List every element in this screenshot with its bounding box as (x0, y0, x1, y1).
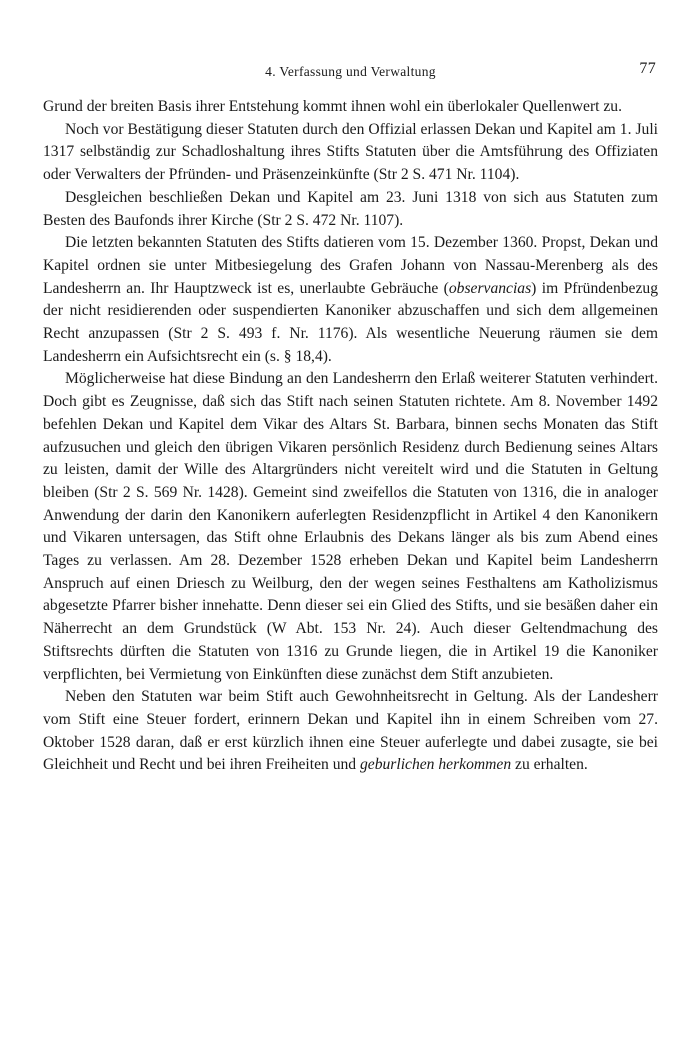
paragraph (43, 119, 658, 187)
italic-quote: observancias (448, 279, 532, 297)
paragraph-text: Desgleichen beschließen Dekan und Kapitel am 23. Juni 1318 von sich aus Statuten zum Besten des Baufonds ihrer Kirche (Str 2 S. 472 Nr. 1107). (43, 188, 658, 229)
paragraph-text: Neben den Statuten war beim Stift auch Gewohnheitsrecht in Geltung. Als der Landesherr vom Stift eine Steuer fordert, erinnern Dekan und Kapitel ihn in einem Schreiben vom 27. Oktober 1528 daran, daß er erst kürzlich ihnen eine Steuer auferlegte und dabei zusagte, sie bei Gleichheit und Recht und bei ihren Freiheiten und (43, 688, 658, 774)
page-number: 77 (639, 60, 656, 77)
paragraph-text: ) im Pfründenbezug der nicht residierenden oder suspendierten Kanoniker abzuschaffen und sich dem allgemeinen Recht anzupassen (Str 2 S. 493 f. Nr. 1176). Als wesentliche Neuerung räumen sie dem Landesherrn ein Aufsichtsrecht ein (s. § 18,4). (43, 279, 658, 365)
paragraph-text: Grund der breiten Basis ihrer Entstehung kommt ihnen wohl ein überlokaler Quellenwert zu. (43, 98, 622, 115)
paragraph (43, 686, 658, 777)
paragraph-text: Noch vor Bestätigung dieser Statuten durch den Offizial erlassen Dekan und Kapitel am 1. Juli 1317 selbständig zur Schadloshaltung ihres Stifts Statuten über die Amtsführung des Offiziaten oder Verwalters der Pfründen- und Präsenzeinkünfte (Str 2 S. 471 Nr. 1104). (43, 120, 658, 184)
paragraph-text: Möglicherweise hat diese Bindung an den Landesherrn den Erlaß weiterer Statuten verhindert. Doch gibt es Zeugnisse, daß sich das Stift nach seinen Statuten richtete. Am 8. November 1492 befehlen Dekan und Kapitel dem Vikar des Altars St. Barbara, binnen sechs Monaten das Stift aufzusuchen und gleich den übrigen Vikaren persönlich Residenz durch Bedienung seines Altars zu leisten, damit der Wille des Altargründers nicht vereitelt wird und die Statuten in Geltung bleiben (Str 2 S. 569 Nr. 1428). Gemeint sind zweifellos die Statuten von 1316, die in analoger Anwendung der darin den Kanonikern auferlegten Residenzpflicht in Artikel 4 den Kanonikern und Vikaren untersagen, das Stift ohne Erlaubnis des Dekans länger als bis zum Abend eines Tages zu verlassen. Am 28. Dezember 1528 erheben Dekan und Kapitel beim Landesherrn Anspruch auf einen Driesch zu Weilburg, den der wegen seines Festhaltens am Katholizismus abgesetzte Pfarrer bisher innehatte. Denn dieser sei ein Glied des Stifts, und sie besäßen daher ein Näherrecht an dem Grundstück (W Abt. 153 Nr. 24). Auch dieser Geltendmachung des Stiftsrechts dürften die Statuten von 1316 zu Grunde liegen, die in Artikel 19 die Kanoniker verpflichten, bei Vermietung von Einkünften diese zunächst dem Stift anzubieten. (43, 370, 658, 683)
body-text (43, 96, 658, 777)
paragraph-text: zu erhalten. (511, 756, 588, 774)
chapter-title: 4. Verfassung und Verwaltung (265, 64, 436, 79)
book-page (43, 60, 658, 777)
paragraph (43, 368, 658, 686)
running-head (43, 60, 658, 84)
paragraph-text: Die letzten bekannten Statuten des Stifts datieren vom 15. Dezember 1360. Propst, Dekan und Kapitel ordnen sie unter Mitbesiegelung des Grafen Johann von Nassau-Merenberg als des Landesherrn an. Ihr Hauptzweck ist es, unerlaubte Gebräuche ( (43, 234, 658, 297)
italic-quote: geburlichen herkommen (360, 756, 512, 774)
paragraph (43, 96, 658, 119)
paragraph (43, 232, 658, 368)
paragraph (43, 187, 658, 232)
